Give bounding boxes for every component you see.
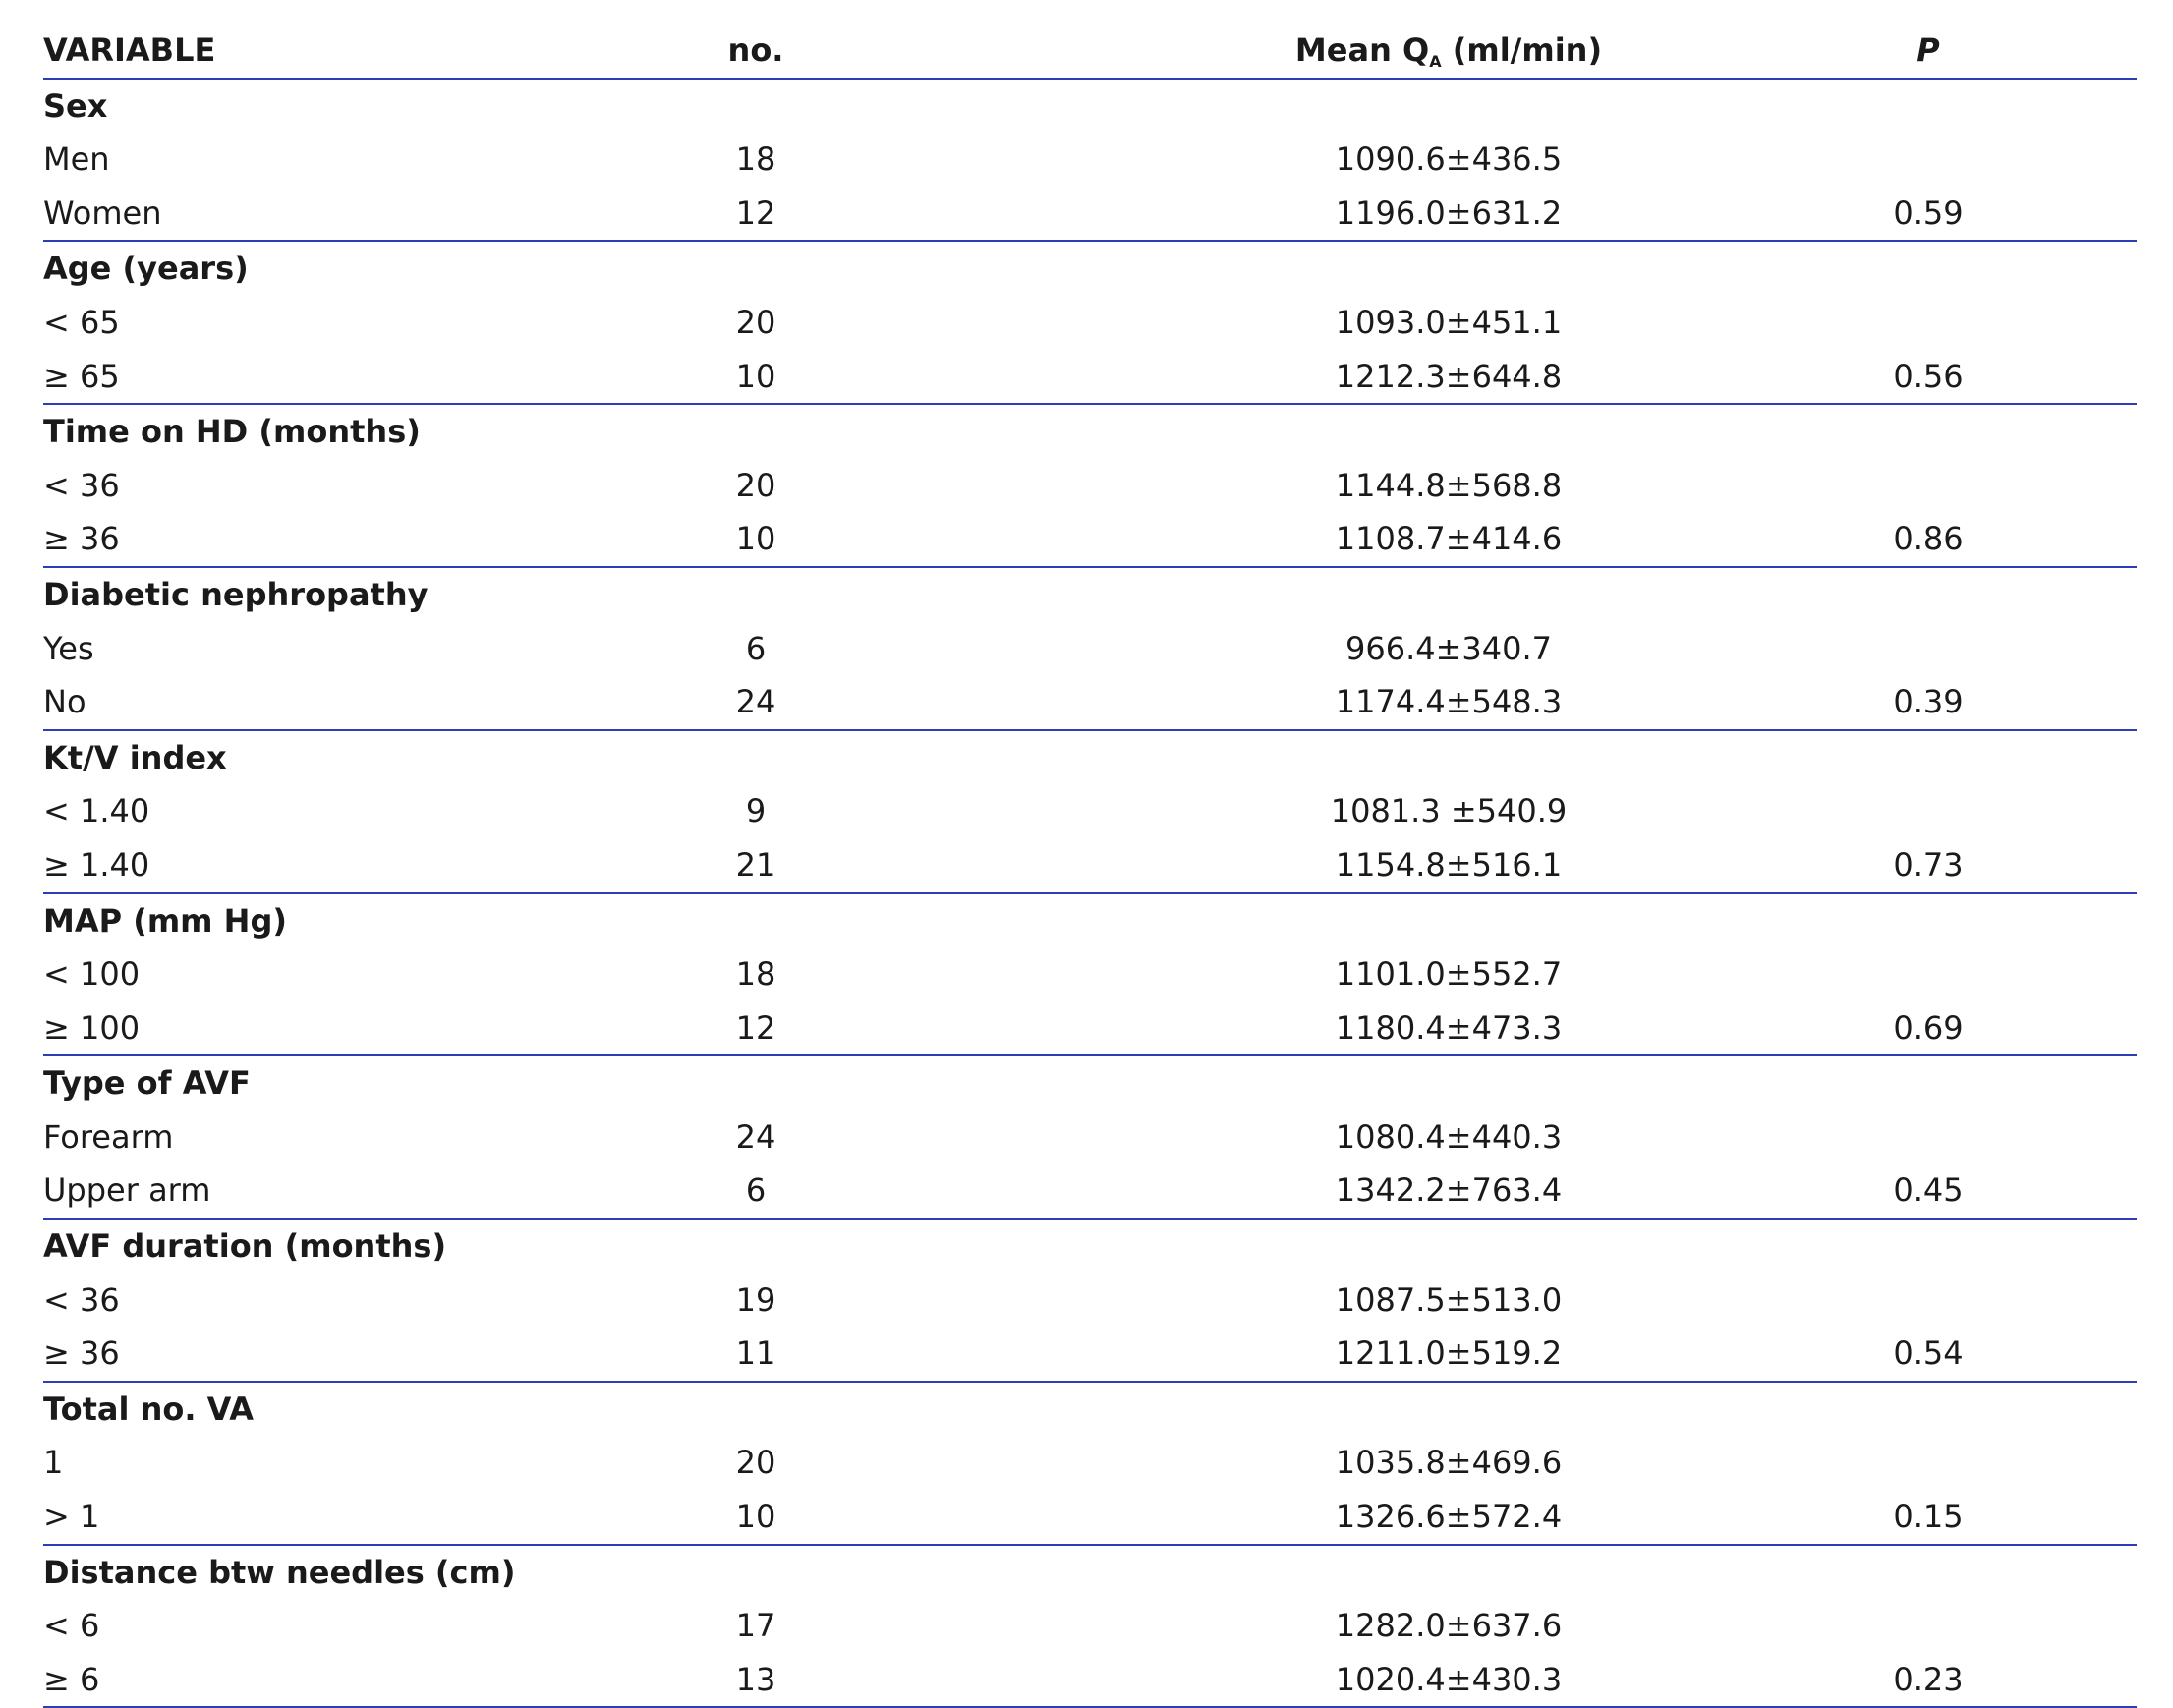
row-count: 24 <box>735 1117 776 1156</box>
row-label: ≥ 6 <box>43 1660 100 1698</box>
table-row <box>43 350 2137 406</box>
row-mean: 1342.2±763.4 <box>1335 1171 1563 1210</box>
row-count: 18 <box>735 141 776 179</box>
row-count: 20 <box>735 1444 776 1482</box>
row-label: < 6 <box>43 1607 100 1645</box>
group-title: Sex <box>43 86 108 125</box>
header-mean <box>1203 24 1694 78</box>
header-mean-prefix: Mean Q <box>1294 31 1430 69</box>
row-count: 10 <box>735 520 776 558</box>
row-mean: 1180.4±473.3 <box>1335 1008 1563 1047</box>
row-label: ≥ 36 <box>43 520 120 558</box>
row-p-value: 0.23 <box>1893 1660 1964 1698</box>
row-p-value: 0.45 <box>1893 1171 1964 1210</box>
table-row <box>43 1327 2137 1383</box>
table-row <box>43 1653 2137 1708</box>
table-row <box>43 459 2137 513</box>
row-mean: 1080.4±440.3 <box>1335 1117 1563 1156</box>
header-mean-subscript: A <box>1429 52 1442 71</box>
row-mean: 1212.3±644.8 <box>1335 357 1563 395</box>
table-row <box>43 1599 2137 1653</box>
table-row <box>43 187 2137 243</box>
table-row <box>43 838 2137 894</box>
row-label: < 100 <box>43 955 141 994</box>
group-title: Total no. VA <box>43 1390 254 1428</box>
row-mean: 1081.3 ±540.9 <box>1330 792 1568 830</box>
row-count: 24 <box>735 683 776 721</box>
row-mean: 1020.4±430.3 <box>1335 1660 1563 1698</box>
table-row <box>43 133 2137 187</box>
table-row <box>43 1110 2137 1165</box>
row-count: 13 <box>735 1660 776 1698</box>
row-mean: 1093.0±451.1 <box>1335 303 1563 341</box>
row-label: > 1 <box>43 1498 100 1536</box>
row-label: ≥ 36 <box>43 1335 120 1373</box>
row-label: < 36 <box>43 466 120 504</box>
table-row <box>43 1490 2137 1546</box>
row-p-value <box>1830 296 2027 350</box>
row-p-value: 0.86 <box>1893 520 1964 558</box>
table-row <box>43 512 2137 568</box>
group-title: Time on HD (months) <box>43 413 421 451</box>
header-no: no. <box>727 31 784 69</box>
row-p-value <box>1830 1599 2027 1653</box>
group-header-row <box>43 568 2137 622</box>
group-title: Diabetic nephropathy <box>43 575 429 613</box>
row-mean: 966.4±340.7 <box>1344 629 1553 667</box>
row-p-value <box>1830 784 2027 838</box>
row-label: < 1.40 <box>43 792 150 830</box>
row-mean: 1101.0±552.7 <box>1335 955 1563 994</box>
row-p-value: 0.54 <box>1893 1335 1964 1373</box>
row-label: Upper arm <box>43 1171 211 1210</box>
row-count: 21 <box>735 845 776 883</box>
group-header-row <box>43 1056 2137 1110</box>
table-body <box>43 80 2137 1708</box>
table-row <box>43 296 2137 350</box>
row-count: 12 <box>735 1008 776 1047</box>
group-header-row <box>43 405 2137 459</box>
row-label: < 65 <box>43 303 120 341</box>
row-count: 19 <box>735 1281 776 1319</box>
row-label: Yes <box>43 629 94 667</box>
group-header-row <box>43 1383 2137 1437</box>
row-label: ≥ 65 <box>43 357 120 395</box>
row-mean: 1090.6±436.5 <box>1335 141 1563 179</box>
table-row <box>43 1164 2137 1220</box>
group-header-row <box>43 731 2137 785</box>
row-count: 18 <box>735 955 776 994</box>
table-row <box>43 622 2137 676</box>
row-p-value: 0.69 <box>1893 1008 1964 1047</box>
row-p-value <box>1830 133 2027 187</box>
row-label: 1 <box>43 1444 64 1482</box>
table-row <box>43 1274 2137 1328</box>
row-count: 10 <box>735 357 776 395</box>
row-mean: 1154.8±516.1 <box>1335 845 1563 883</box>
table-row <box>43 1001 2137 1057</box>
row-mean: 1108.7±414.6 <box>1335 520 1563 558</box>
group-title: AVF duration (months) <box>43 1227 447 1266</box>
row-label: No <box>43 683 86 721</box>
group-title: Age (years) <box>43 250 249 288</box>
row-count: 20 <box>735 303 776 341</box>
table-row <box>43 675 2137 731</box>
row-p-value: 0.59 <box>1893 194 1964 232</box>
group-title: Kt/V index <box>43 738 227 776</box>
row-label: ≥ 1.40 <box>43 845 150 883</box>
table-row <box>43 947 2137 1001</box>
table-header-row <box>43 24 2137 80</box>
row-count: 9 <box>745 792 767 830</box>
row-mean: 1174.4±548.3 <box>1335 683 1563 721</box>
row-label: Forearm <box>43 1117 174 1156</box>
row-label: ≥ 100 <box>43 1008 141 1047</box>
row-p-value: 0.15 <box>1893 1498 1964 1536</box>
row-count: 6 <box>745 1171 767 1210</box>
row-p-value <box>1830 1274 2027 1328</box>
group-header-row <box>43 80 2137 134</box>
row-mean: 1211.0±519.2 <box>1335 1335 1563 1373</box>
row-p-value <box>1830 1110 2027 1165</box>
row-p-value: 0.56 <box>1893 357 1964 395</box>
row-count: 20 <box>735 466 776 504</box>
row-mean: 1144.8±568.8 <box>1335 466 1563 504</box>
data-table <box>43 24 2137 1708</box>
row-label: < 36 <box>43 1281 120 1319</box>
table-row <box>43 784 2137 838</box>
group-title: Distance btw needles (cm) <box>43 1553 516 1591</box>
group-header-row <box>43 894 2137 948</box>
group-title: Type of AVF <box>43 1064 251 1103</box>
row-p-value: 0.73 <box>1893 845 1964 883</box>
group-header-row <box>43 1220 2137 1274</box>
row-mean: 1282.0±637.6 <box>1335 1607 1563 1645</box>
row-p-value: 0.39 <box>1893 683 1964 721</box>
header-mean-suffix: (ml/min) <box>1441 31 1603 69</box>
group-title: MAP (mm Hg) <box>43 901 287 939</box>
header-variable: VARIABLE <box>43 31 216 69</box>
row-mean: 1087.5±513.0 <box>1335 1281 1563 1319</box>
row-mean: 1035.8±469.6 <box>1335 1444 1563 1482</box>
row-p-value <box>1830 622 2027 676</box>
row-mean: 1326.6±572.4 <box>1335 1498 1563 1536</box>
row-label: Men <box>43 141 110 179</box>
row-mean: 1196.0±631.2 <box>1335 194 1563 232</box>
row-count: 12 <box>735 194 776 232</box>
row-count: 11 <box>735 1335 776 1373</box>
row-count: 10 <box>735 1498 776 1536</box>
group-header-row <box>43 1546 2137 1600</box>
header-p: P <box>1916 31 1940 69</box>
table-row <box>43 1436 2137 1490</box>
row-p-value <box>1830 459 2027 513</box>
row-count: 6 <box>745 629 767 667</box>
row-label: Women <box>43 194 162 232</box>
row-count: 17 <box>735 1607 776 1645</box>
row-p-value <box>1830 1436 2027 1490</box>
row-p-value <box>1830 947 2027 1001</box>
group-header-row <box>43 242 2137 296</box>
